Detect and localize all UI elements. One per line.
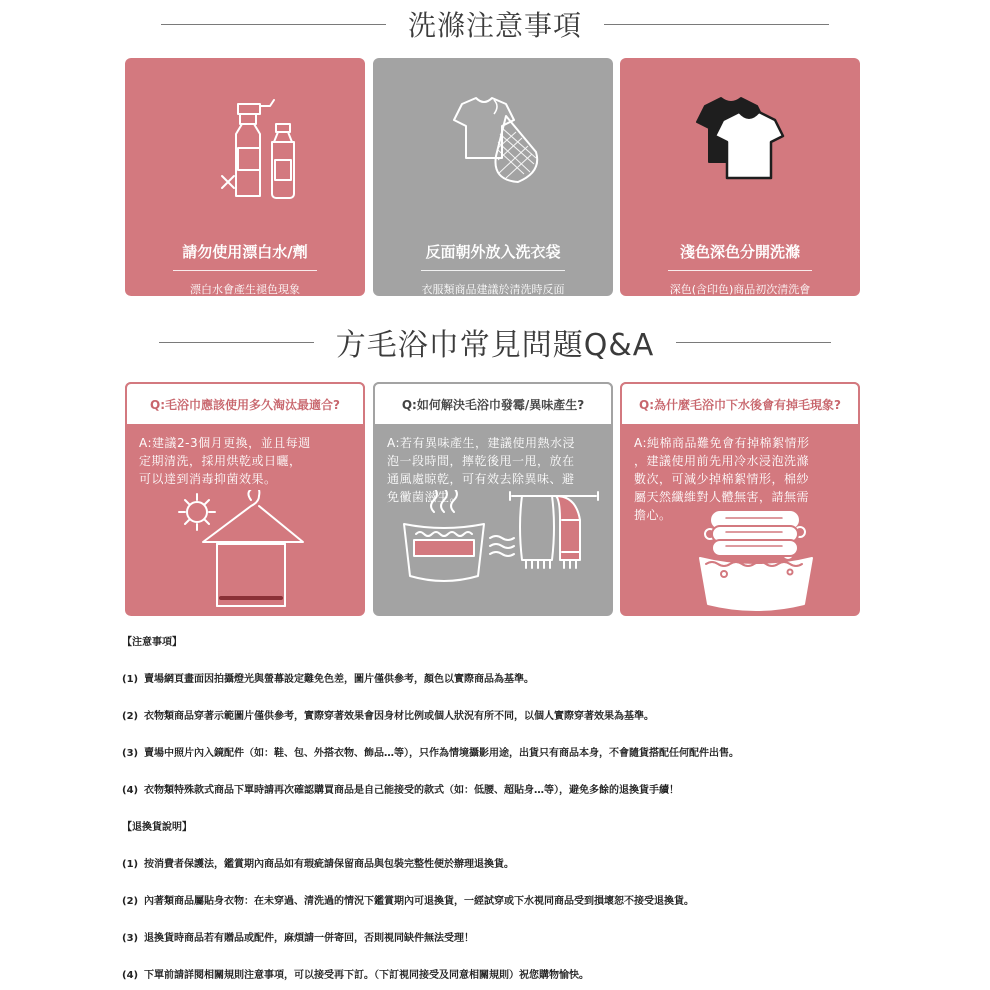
notes-item [122,781,922,796]
card-heading: 反面朝外放入洗衣袋 [425,243,561,261]
notes-item [122,744,922,759]
item-number: (4) [122,970,139,981]
notes-section [122,633,922,990]
item-number: (1) [122,859,139,870]
care-card-no-bleach [125,58,365,312]
notes-heading: 【注意事項】 [122,637,182,648]
divider [161,24,386,25]
item-text: 退換貨時商品若有贈品或配件，麻煩請一併寄回，否則視同缺件無法受理！ [144,933,474,944]
item-text: 按消費者保護法，鑑賞期內商品如有瑕疵請保留商品與包裝完整性便於辦理退換貨。 [144,859,514,870]
qa-section-title: 方毛浴巾常見問題Q&A [335,328,655,363]
bleach-bottle-cross-icon [125,76,365,206]
item-text: 內著類商品屬貼身衣物：在未穿過、清洗過的情況下鑑賞期內可退換貨，一經試穿或下水視同商品受到損壞恕不接受退換貨。 [144,896,694,907]
divider [604,24,829,25]
returns-item [122,929,922,944]
card-heading: 請勿使用漂白水/劑 [182,243,308,261]
sun-towel-hanger-icon [125,490,365,616]
card-description: 衣服類商品建議於清洗時反面 朝外放入洗衣網中，再置入 洗衣機可以延長使用壽命。 [421,283,565,328]
notes-item [122,670,922,685]
item-number: (2) [122,896,139,907]
returns-item [122,892,922,907]
item-number: (3) [122,748,139,759]
item-number: (2) [122,711,139,722]
card-description: 深色(含印色)商品初次清洗會 有少許脫色為正常現象，建議 深色與淺色衣物分開洗滌。 [668,283,812,328]
card-heading: 淺色深色分開洗滌 [679,243,800,261]
qa-question: Q:如何解決毛浴巾發霉/異味產生? [373,382,613,426]
qa-card-replacement [125,382,365,616]
divider [421,270,565,271]
item-text: 衣物類特殊款式商品下單時請再次確認購買商品是自己能接受的款式（如：低腰、超貼身…等），避免多餘的退換貨手續！ [144,785,679,796]
care-section-header [0,6,990,42]
qa-question: Q:為什麼毛浴巾下水後會有掉毛現象? [620,382,860,426]
divider [668,270,812,271]
divider [159,342,314,343]
item-text: 賣場中照片內入鏡配件（如：鞋、包、外搭衣物、飾品…等），只作為情境攝影用途，出貨只有商品本身，不會隨貨搭配任何配件出售。 [144,748,739,759]
item-text: 下單前請詳閱相關規則注意事項，可以接受再下訂。（下訂視同接受及同意相關規則）祝您購物愉快。 [144,970,589,981]
hot-basin-towel-rack-icon [373,490,613,616]
care-card-laundry-bag [373,58,613,328]
item-number: (4) [122,785,139,796]
item-text: 賣場網頁畫面因拍攝燈光與螢幕設定難免色差，圖片僅供參考，顏色以實際商品為基準。 [144,674,534,685]
qa-answer: A:純棉商品難免會有掉棉絮情形 ，建議使用前先用冷水浸泡洗滌 數次，可減少掉棉絮情形，棉紗 屬天然纖維對人體無害，請無需 擔心。 [634,436,810,522]
returns-heading: 【退換貨說明】 [122,822,192,833]
dark-light-shirts-icon [620,76,860,206]
qa-question: Q:毛浴巾應該使用多久淘汰最適合? [125,382,365,426]
qa-card-odor [373,382,613,616]
qa-answer: A:建議2-3個月更換，並且每週 定期清洗，採用烘乾或日曬， 可以達到消毒抑菌效果。 [139,436,311,486]
divider [173,270,317,271]
qa-answer: A:若有異味產生，建議使用熱水浸 泡一段時間，擰乾後甩一甩，放在 通風處晾乾，可有效去除異味、避 免黴菌滋生。 [387,436,576,504]
qa-section-header [0,320,990,364]
item-text: 衣物類商品穿著示範圖片僅供參考，實際穿著效果會因身材比例或個人狀況有所不同，以個人實際穿著效果為基準。 [144,711,654,722]
care-card-separate-colors [620,58,860,328]
qa-card-lint [620,382,860,616]
folded-towels-basin-icon [620,490,860,616]
returns-item [122,966,922,981]
item-number: (1) [122,674,139,685]
item-number: (3) [122,933,139,944]
notes-item [122,707,922,722]
returns-item [122,855,922,870]
shirt-laundry-net-icon [373,76,613,206]
card-description: 漂白水會產生褪色現象 及縮短織品的使用壽命。 [184,283,306,312]
divider [676,342,831,343]
care-section-title: 洗滌注意事項 [407,9,582,42]
